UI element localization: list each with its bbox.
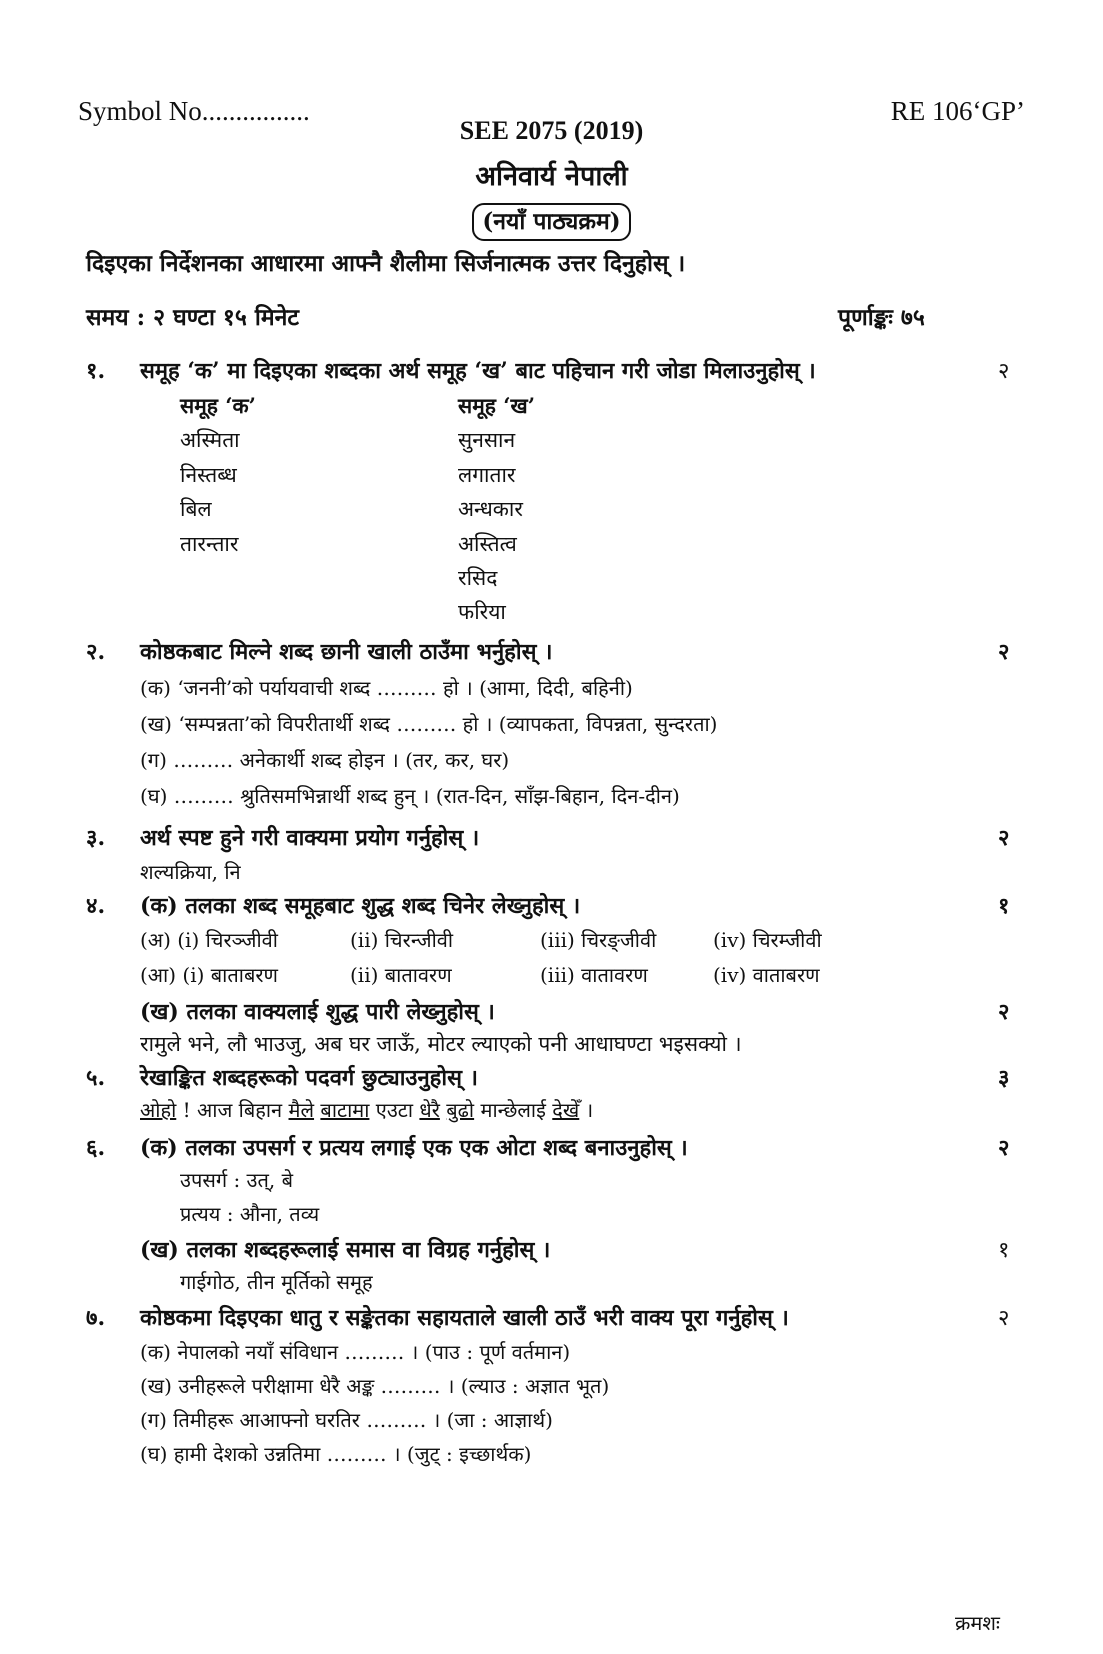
curriculum-wrap	[0, 203, 1103, 241]
q5-marks: ३	[998, 1065, 1010, 1091]
q7-item: (ख) उनीहरूले परीक्षामा धेरै अङ्क ……… । (ल्याउ : अज्ञात भूत)	[140, 1374, 610, 1398]
symbol-number: Symbol No................	[78, 96, 310, 126]
sentence-part: ! आज बिहान	[176, 1098, 289, 1122]
q2-marks: २	[998, 639, 1010, 665]
q3-text: अर्थ स्पष्ट हुने गरी वाक्यमा प्रयोग गर्नुहोस् ।	[140, 825, 480, 851]
group-a-item: बिल	[180, 497, 212, 521]
group-b-item: लगातार	[458, 463, 516, 487]
group-b-item: अस्तित्व	[458, 532, 517, 556]
q6b-text: (ख) तलका शब्दहरूलाई समास वा विग्रह गर्नुहोस् ।	[140, 1237, 551, 1263]
q6-prefix: उपसर्ग : उत्, बे	[180, 1168, 294, 1192]
q1-number: १.	[86, 358, 106, 384]
q6a-marks: २	[998, 1135, 1010, 1161]
q1-marks: २	[998, 359, 1010, 384]
q4-option: (iii) चिरङ्जीवी	[540, 928, 657, 952]
q4b-marks: २	[998, 999, 1010, 1025]
q4-option: (अ) (i) चिरञ्जीवी	[140, 928, 278, 952]
group-a-title: समूह ‘क’	[180, 393, 256, 418]
q4-option: (iv) वाताबरण	[713, 963, 820, 987]
q7-number: ७.	[86, 1305, 106, 1331]
group-b-item: फरिया	[458, 600, 506, 624]
exam-title: SEE 2075 (2019)	[459, 116, 644, 145]
group-b-item: अन्धकार	[458, 497, 523, 521]
full-marks: पूर्णाङ्कः ७५	[838, 304, 925, 331]
q7-text: कोष्ठकमा दिइएका धातु र सङ्केतका सहायताले खाली ठाउँ भरी वाक्य पूरा गर्नुहोस् ।	[140, 1305, 789, 1331]
q1-text: समूह ‘क’ मा दिइएका शब्दका अर्थ समूह ‘ख’ बाट पहिचान गरी जोडा मिलाउनुहोस् ।	[140, 358, 816, 384]
sentence-part: मान्छेलाई	[474, 1098, 553, 1122]
underlined-word: बाटामा	[320, 1098, 370, 1122]
q7-item: (ग) तिमीहरू आआफ्नो घरतिर ……… । (जा : आज्ञार्थ)	[140, 1408, 553, 1432]
curriculum-badge: (नयाँ पाठ्यक्रम)	[472, 203, 630, 241]
q7-item: (क) नेपालको नयाँ संविधान ……… । (पाउ : पूर्ण वर्तमान)	[140, 1340, 571, 1364]
q4b-sentence: रामुले भने, लौ भाउजु, अब घर जाऊँ, मोटर ल्याएको पनी आधाघण्टा भइसक्यो ।	[140, 1032, 742, 1056]
sentence-part: एउटा	[369, 1098, 420, 1122]
subject-title: अनिवार्य नेपाली	[475, 161, 628, 192]
underlined-word: देखेँ	[552, 1098, 580, 1122]
q4-option: (ii) चिरन्जीवी	[350, 928, 454, 952]
q2-text: कोष्ठकबाट मिल्ने शब्द छानी खाली ठाउँमा भर्नुहोस् ।	[140, 639, 553, 665]
q3-marks: २	[998, 825, 1010, 851]
q4b-text: (ख) तलका वाक्यलाई शुद्ध पारी लेख्नुहोस् ।	[140, 999, 495, 1025]
q4-number: ४.	[86, 893, 106, 919]
underlined-word: धेरै	[419, 1098, 440, 1122]
q4a-text: (क) तलका शब्द समूहबाट शुद्ध शब्द चिनेर लेख्नुहोस् ।	[140, 893, 581, 919]
underlined-word: मैले	[288, 1098, 315, 1122]
q2-number: २.	[86, 639, 106, 665]
q6a-text: (क) तलका उपसर्ग र प्रत्यय लगाई एक एक ओटा शब्द बनाउनुहोस् ।	[140, 1135, 688, 1161]
group-b-item: सुनसान	[458, 428, 516, 452]
continued-note: क्रमशः	[955, 1611, 1000, 1635]
q3-number: ३.	[86, 825, 106, 851]
paper-code: RE 106‘GP’	[890, 96, 1025, 126]
group-b-item: रसिद	[458, 566, 498, 590]
q6b-words: गाईगोठ, तीन मूर्तिको समूह	[180, 1270, 373, 1294]
q5-number: ५.	[86, 1065, 106, 1091]
q4a-marks: १	[998, 893, 1010, 919]
q2-item: (घ) ……… श्रुतिसमभिन्नार्थी शब्द हुन् । (रात-दिन, साँझ-बिहान, दिन-दीन)	[140, 784, 680, 808]
group-b-title: समूह ‘ख’	[458, 393, 536, 418]
time-allowed: समय : २ घण्टा १५ मिनेट	[86, 304, 299, 331]
q7-marks: २	[998, 1306, 1010, 1331]
q3-words: शल्यक्रिया, नि	[140, 860, 241, 884]
underlined-word: ओहो	[140, 1098, 177, 1122]
q2-item: (ख) ‘सम्पन्नता’को विपरीतार्थी शब्द ……… हो । (व्यापकता, विपन्नता, सुन्दरता)	[140, 712, 718, 736]
q6-number: ६.	[86, 1135, 106, 1161]
q5-text: रेखाङ्कित शब्दहरूको पदवर्ग छुट्याउनुहोस् ।	[140, 1065, 478, 1091]
q4-option: (iii) वातावरण	[540, 963, 648, 987]
q7-item: (घ) हामी देशको उन्नतिमा ……… । (जुट् : इच्छार्थक)	[140, 1442, 532, 1466]
underlined-word: बुढो	[446, 1098, 475, 1122]
q6b-marks: १	[998, 1238, 1010, 1263]
group-a-item: तारन्तार	[180, 532, 239, 556]
group-a-item: अस्मिता	[180, 428, 240, 452]
instruction: दिइएका निर्देशनका आधारमा आफ्नै शैलीमा सिर्जनात्मक उत्तर दिनुहोस् ।	[86, 250, 686, 277]
group-a-item: निस्तब्ध	[180, 463, 237, 487]
q5-sentence	[140, 1096, 593, 1123]
sentence-part: ।	[579, 1098, 594, 1122]
q6-suffix: प्रत्यय : औना, तव्य	[180, 1202, 320, 1226]
q4-option: (iv) चिरम्जीवी	[713, 928, 822, 952]
q4-option: (ii) बातावरण	[350, 963, 452, 987]
q4-option: (आ) (i) बाताबरण	[140, 963, 279, 987]
q2-item: (क) ‘जननी’को पर्यायवाची शब्द ……… हो । (आमा, दिदी, बहिनी)	[140, 676, 633, 700]
q2-item: (ग) ……… अनेकार्थी शब्द होइन । (तर, कर, घर)	[140, 748, 510, 772]
